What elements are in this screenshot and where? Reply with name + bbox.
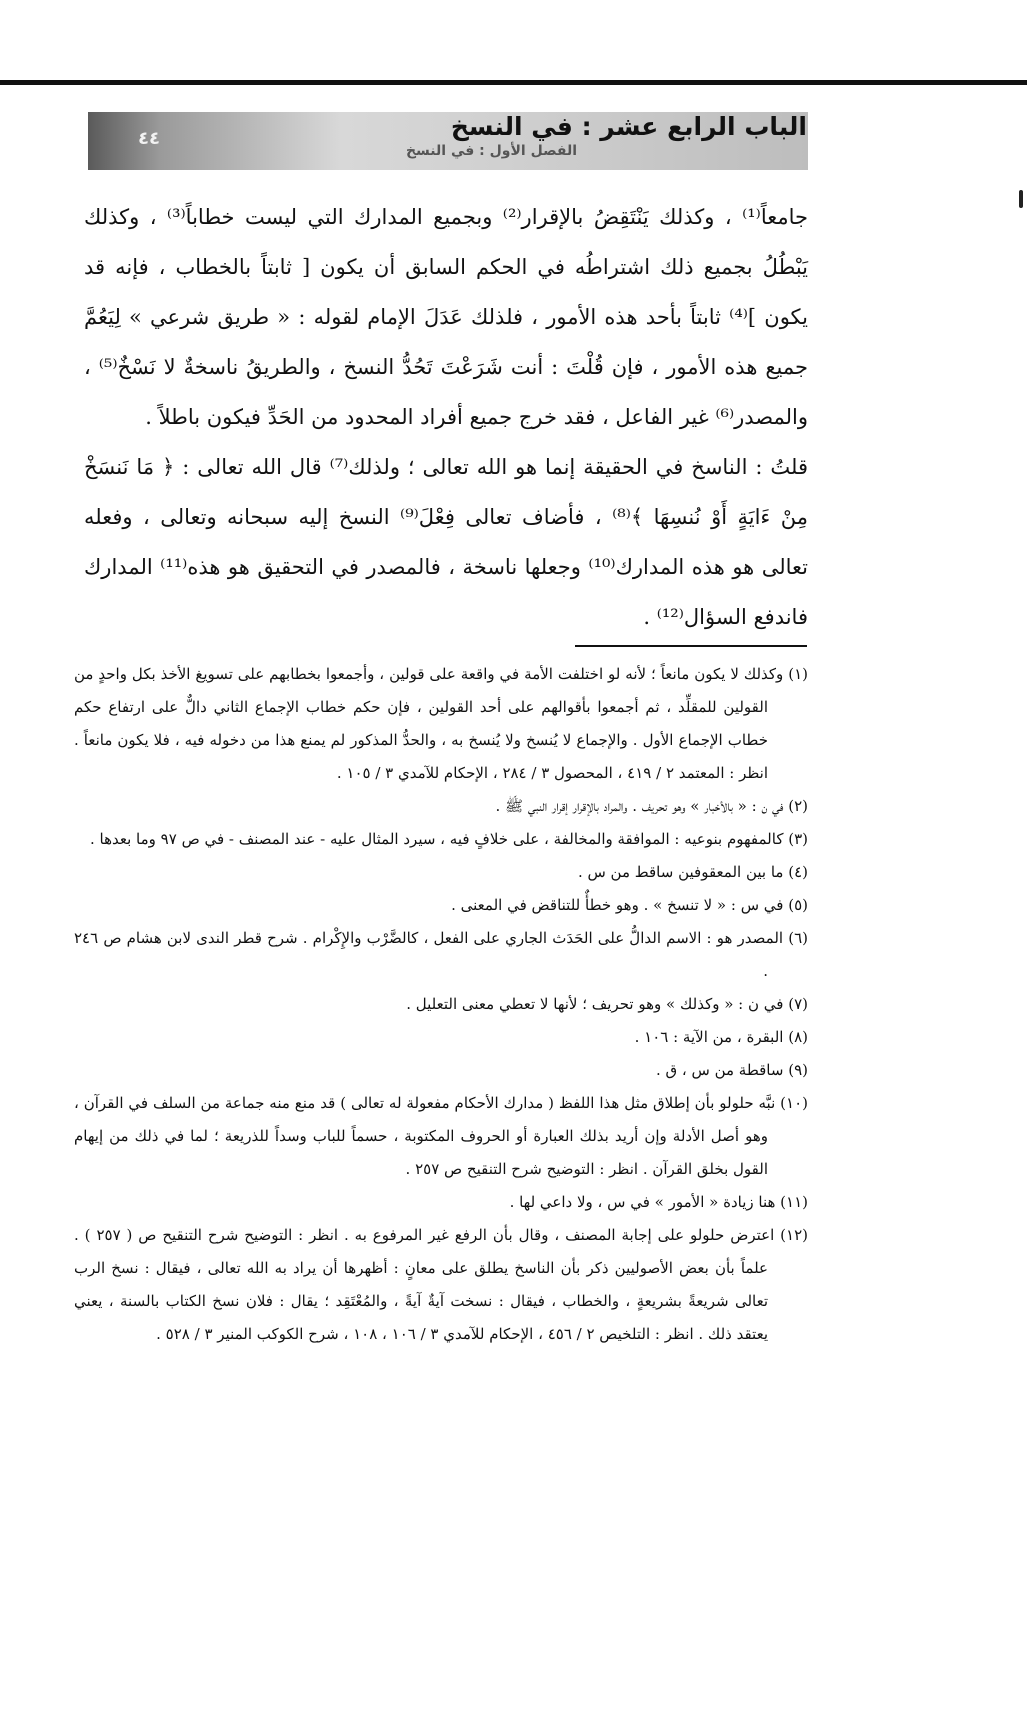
footnote: (٩) ساقطة من س ، ق . — [655, 1061, 808, 1079]
footnote: (٨) البقرة ، من الآية : ١٠٦ . — [634, 1028, 808, 1046]
footnote: (١٠) نبَّه حلولو بأن إطلاق مثل هذا اللفظ ( مدارك الأحكام مفعولة له تعالى ) قد منع منه جماعة من السلف في القرآن ، وهو أصل الأدلة وإن أريد بذلك العبارة أو الحروف المكتوبة ، حسماً للباب وسداً للذريعة ؛ لما في ذلك من إيهام القول بخلق القرآن . انظر : التوضيح شرح التنقيح ص ٢٥٧ . — [74, 1094, 808, 1178]
footnote: (٥) في س : « لا تنسخ » . وهو خطأٌ للتناقض في المعنى . — [451, 896, 808, 914]
main-text — [84, 192, 808, 642]
footnote: (١٢) اعترض حلولو على إجابة المصنف ، وقال بأن الرفع غير المرفوع به . انظر : التوضيح شرح التنقيح ص ( ٢٥٧ ) . علماً بأن بعض الأصوليين ذكر بأن الناسخ يطلق على معانٍ : أظهرها أن يراد به الله تعالى ، فيقال : نسخ الرب تعالى شريعةً بشريعةٍ ، والخطاب ، فيقال : نسخت آيةٌ آيةً ، والمُعْتَقِد ؛ يقال : فلان نسخ الكتاب بالسنة ، يعني يعتقد ذلك . انظر : التلخيص ٢ / ٤٥٦ ، الإحكام للآمدي ٣ / ١٠٦ ، ١٠٨ ، شرح الكوكب المنير ٣ / ٥٢٨ . — [74, 1226, 809, 1343]
footnote: (١١) هنا زيادة « الأمور » في س ، ولا داعي لها . — [509, 1193, 808, 1211]
footnote: (٢) في ن : « بالأخبار » وهو تحريف . والمراد بالإقرار إقرار النبي ﷺ . — [495, 797, 808, 815]
footnote: (٤) ما بين المعقوفين ساقط من س . — [577, 863, 808, 881]
edge-mark — [1019, 190, 1023, 208]
footnote: (٣) كالمفهوم بنوعيه : الموافقة والمخالفة ، على خلافٍ فيه ، سيرد المثال عليه - عند المصنف - في ص ٩٧ وما بعدها . — [89, 830, 808, 848]
page-number: ٤٤ — [138, 128, 160, 149]
footnote-divider — [575, 645, 807, 647]
chapter-title: الباب الرابع عشر : في النسخ — [450, 112, 807, 141]
footnote: (٧) في ن : « وكذلك » وهو تحريف ؛ لأنها لا تعطي معنى التعليل . — [406, 995, 808, 1013]
main-paragraph: قلتُ : الناسخ في الحقيقة إنما هو الله تعالى ؛ ولذلك⁽⁷⁾ قال الله تعالى : ﴿ مَا نَنسَخْ مِنْ ءَايَةٍ أَوْ نُنسِهَا ﴾⁽⁸⁾ ، فأضاف تعالى فِعْلَ⁽⁹⁾ النسخ إليه سبحانه وتعالى ، وفعله تعالى هو هذه المدارك⁽¹⁰⁾ وجعلها ناسخة ، فالمصدر في التحقيق هو هذه⁽¹¹⁾ المدارك فاندفع السؤال⁽¹²⁾ . — [84, 455, 809, 629]
footnotes — [74, 658, 808, 1351]
footnote: (١) وكذلك لا يكون مانعاً ؛ لأنه لو اختلفت الأمة في واقعة على قولين ، وأجمعوا بخطابهم على تسويغ الأخذ بكل واحدٍ من القولين للمقلِّد ، ثم أجمعوا بأقوالهم على أحد القولين ، فإن حكم خطاب الإجماع الثاني دالٌّ على ارتفاع حكم خطاب الإجماع الأول . والإجماع لا يُنسخ ولا يُنسخ به ، والحدُّ المذكور لم يمنع هذا من دخوله فيه ، فلا يكون مانعاً . انظر : المعتمد ٢ / ٤١٩ ، المحصول ٣ / ٢٨٤ ، الإحكام للآمدي ٣ / ١٠٥ . — [74, 665, 808, 782]
main-paragraph: جامعاً⁽¹⁾ ، وكذلك يَنْتَقِضُ بالإقرار⁽²⁾ وبجميع المدارك التي ليست خطاباً⁽³⁾ ، وكذلك يَبْطُلُ بجميع ذلك اشتراطُه في الحكم السابق أن يكون [ ثابتاً بالخطاب ، فإنه قد يكون ]⁽⁴⁾ ثابتاً بأحد هذه الأمور ، فلذلك عَدَلَ الإمام لقوله : « طريق شرعي » لِيَعُمَّ جميع هذه الأمور ، فإن قُلْتَ : أنت شَرَعْتَ تَحُدُّ النسخ ، والطريقُ ناسخةٌ لا نَسْخٌ⁽⁵⁾ ، والمصدر⁽⁶⁾ غير الفاعل ، فقد خرج جميع أفراد المحدود من الحَدِّ فيكون باطلاً . — [84, 205, 808, 429]
footnote: (٦) المصدر هو : الاسم الدالُّ على الحَدَث الجاري على الفعل ، كالضَّرْب والإِكْرام . شرح قطر الندى لابن هشام ص ٢٤٦ . — [74, 929, 808, 980]
section-title: الفصل الأول : في النسخ — [405, 143, 577, 159]
top-rule — [0, 80, 1027, 85]
